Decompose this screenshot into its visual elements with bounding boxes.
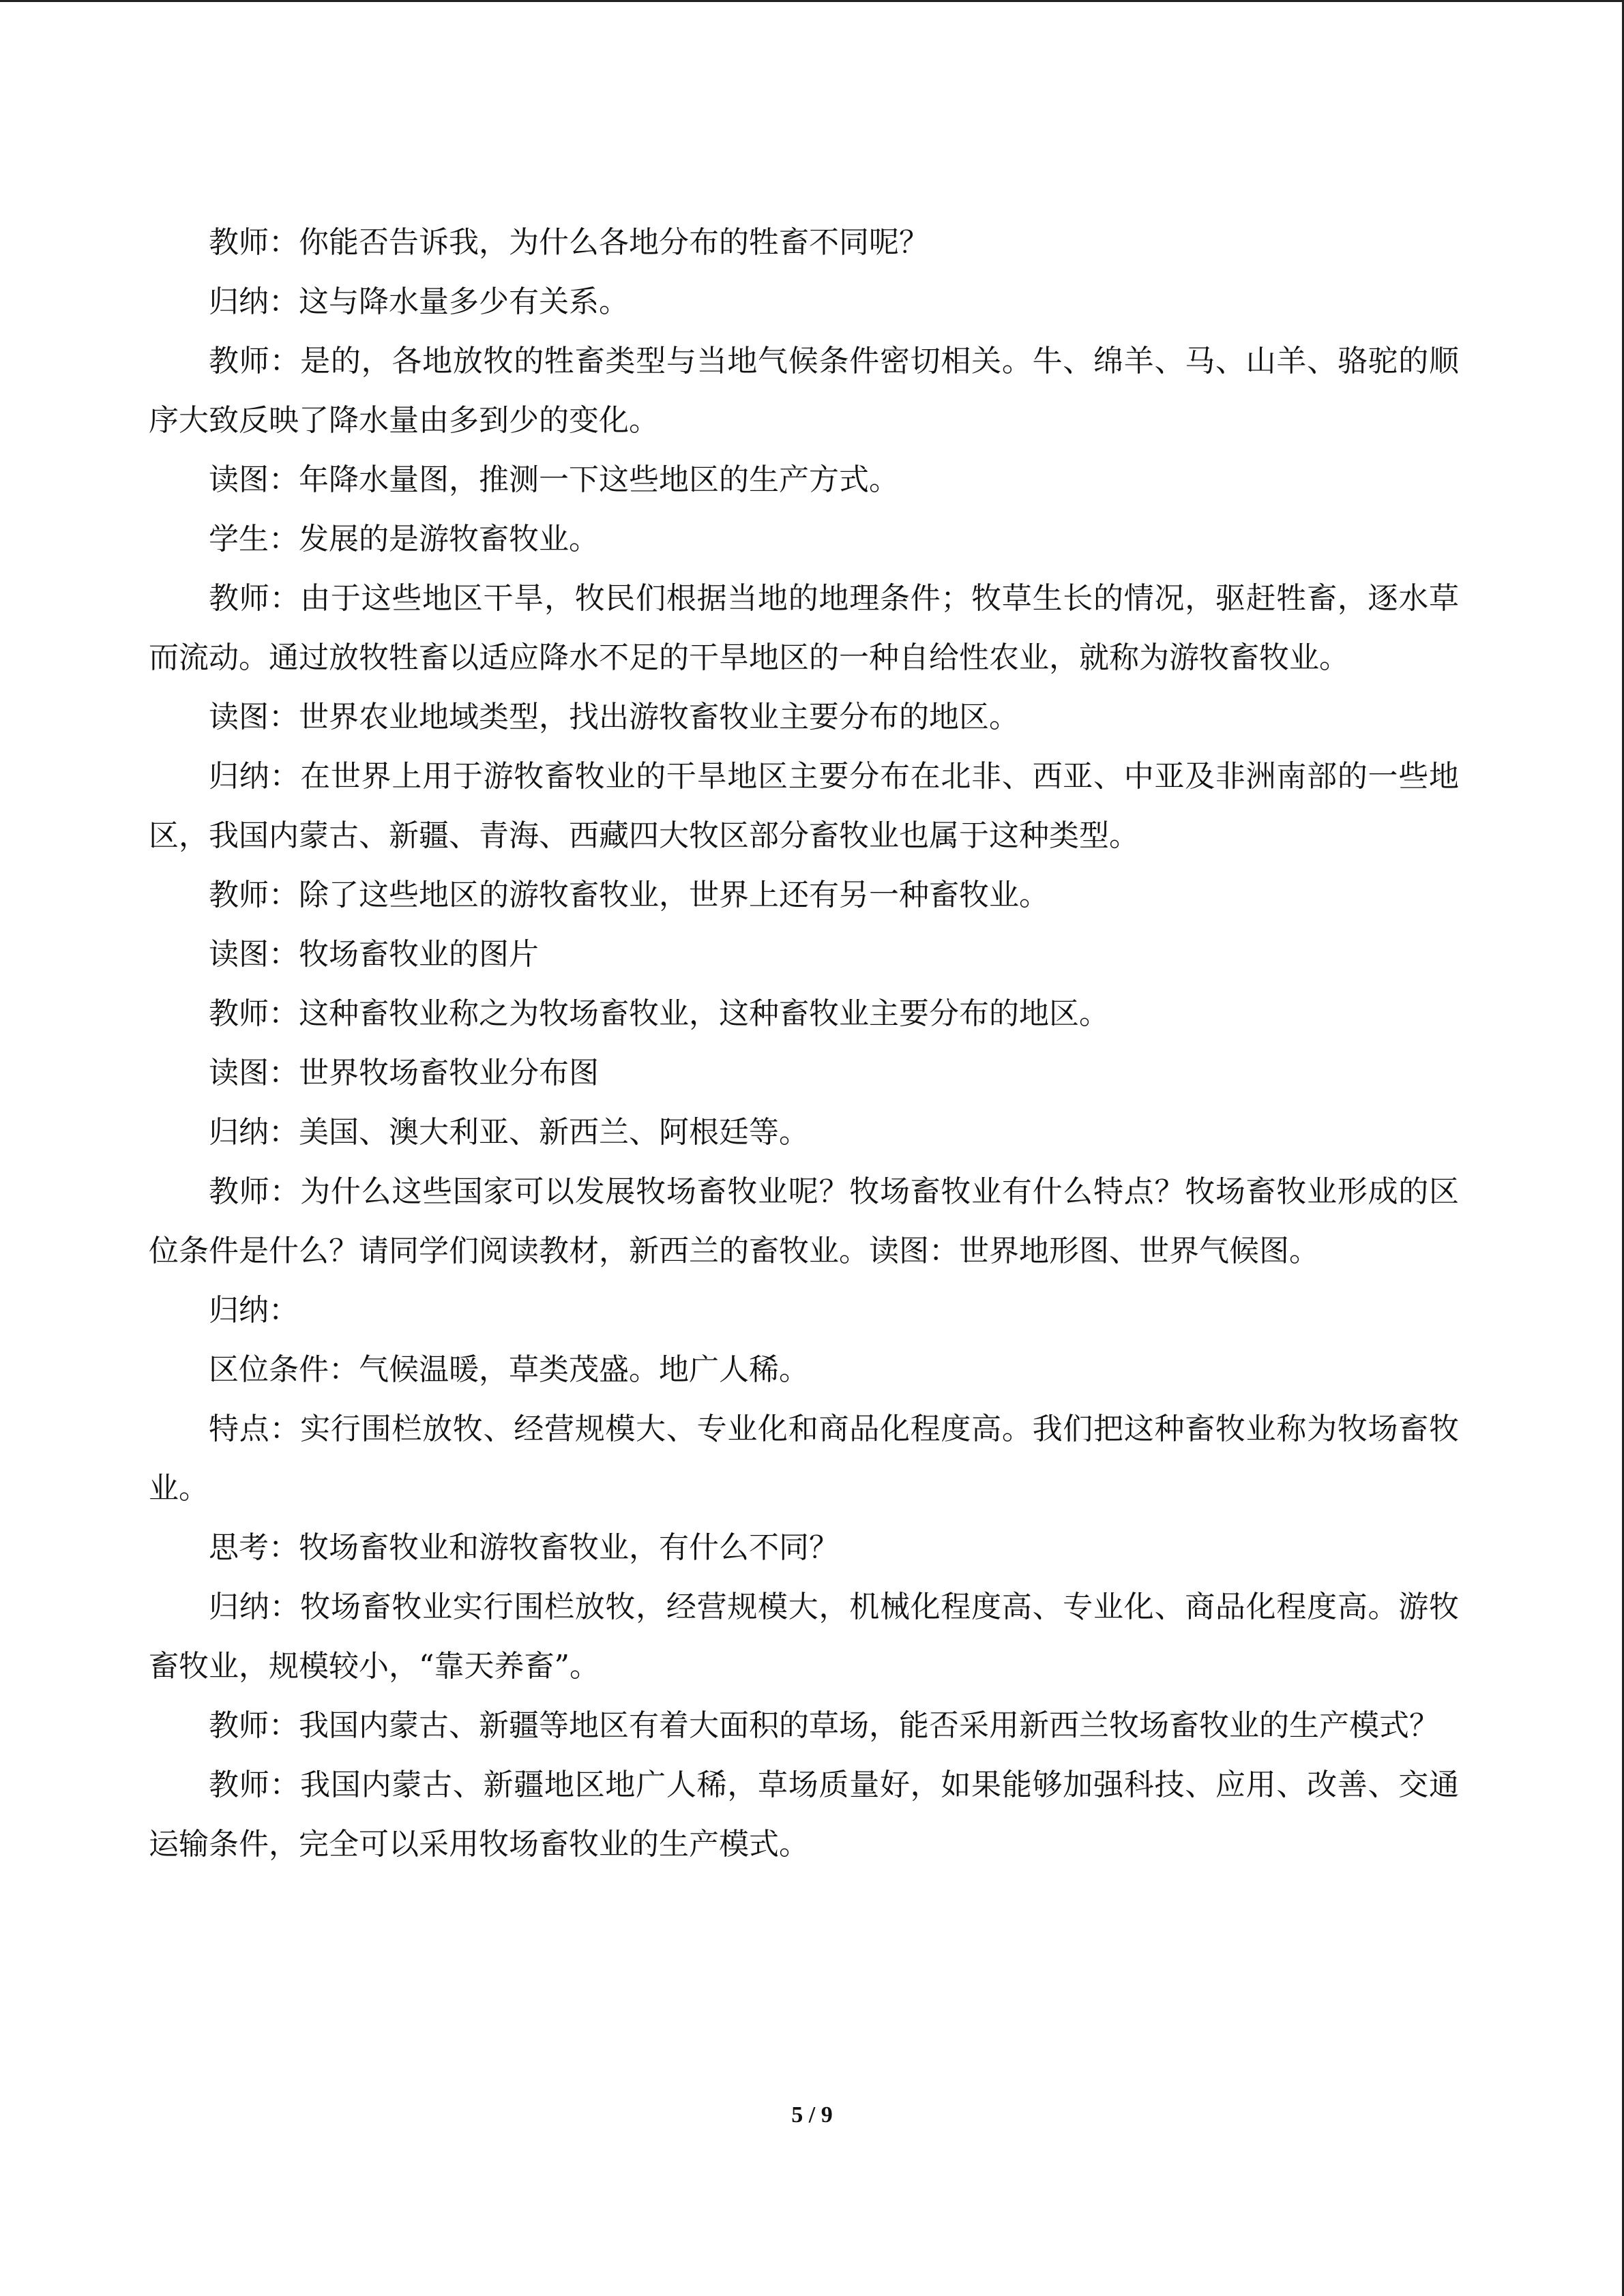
paragraph: 读图：世界农业地域类型，找出游牧畜牧业主要分布的地区。: [209, 700, 1019, 734]
paragraph: 区位条件：气候温暖，草类茂盛。地广人稀。: [209, 1352, 809, 1387]
paragraph: 归纳：: [209, 1293, 299, 1328]
paragraph: 教师：我国内蒙古、新疆地区地广人稀，草场质量好，如果能够加强科技、应用、改善、交通运输条件，完全可以采用牧场畜牧业的生产模式。: [149, 1768, 1459, 1862]
paragraph: 归纳：牧场畜牧业实行围栏放牧，经营规模大，机械化程度高、专业化、商品化程度高。游牧畜牧业，规模较小，“靠天养畜”。: [149, 1590, 1459, 1684]
paragraph: 特点：实行围栏放牧、经营规模大、专业化和商品化程度高。我们把这种畜牧业称为牧场畜牧业。: [149, 1412, 1459, 1506]
paragraph: 教师：为什么这些国家可以发展牧场畜牧业呢？牧场畜牧业有什么特点？牧场畜牧业形成的区位条件是什么？请同学们阅读教材，新西兰的畜牧业。读图：世界地形图、世界气候图。: [149, 1174, 1459, 1268]
paragraph: 归纳：这与降水量多少有关系。: [209, 284, 629, 319]
paragraph: 教师：我国内蒙古、新疆等地区有着大面积的草场，能否采用新西兰牧场畜牧业的生产模式？: [209, 1708, 1439, 1743]
paragraph: 读图：世界牧场畜牧业分布图: [209, 1056, 599, 1090]
paragraph: 归纳：美国、澳大利亚、新西兰、阿根廷等。: [209, 1115, 809, 1150]
paragraph: 归纳：在世界上用于游牧畜牧业的干旱地区主要分布在北非、西亚、中亚及非洲南部的一些地区，我国内蒙古、新疆、青海、西藏四大牧区部分畜牧业也属于这种类型。: [149, 759, 1459, 853]
paragraph: 教师：你能否告诉我，为什么各地分布的牲畜不同呢？: [209, 225, 929, 260]
document-body: [149, 213, 1459, 1874]
paragraph: 教师：由于这些地区干旱，牧民们根据当地的地理条件；牧草生长的情况，驱赶牲畜，逐水草而流动。通过放牧牲畜以适应降水不足的干旱地区的一种自给性农业，就称为游牧畜牧业。: [149, 581, 1459, 675]
page-number: 5 / 9: [791, 2102, 833, 2128]
paragraph: 思考：牧场畜牧业和游牧畜牧业，有什么不同？: [209, 1530, 839, 1565]
paragraph: 教师：除了这些地区的游牧畜牧业，世界上还有另一种畜牧业。: [209, 878, 1049, 912]
paragraph: 教师：这种畜牧业称之为牧场畜牧业，这种畜牧业主要分布的地区。: [209, 996, 1109, 1031]
paragraph: 读图：年降水量图，推测一下这些地区的生产方式。: [209, 462, 899, 497]
paragraph: 读图：牧场畜牧业的图片: [209, 937, 539, 972]
paragraph: 学生：发展的是游牧畜牧业。: [209, 522, 599, 556]
paragraph: 教师：是的，各地放牧的牲畜类型与当地气候条件密切相关。牛、绵羊、马、山羊、骆驼的顺序大致反映了降水量由多到少的变化。: [149, 344, 1459, 438]
